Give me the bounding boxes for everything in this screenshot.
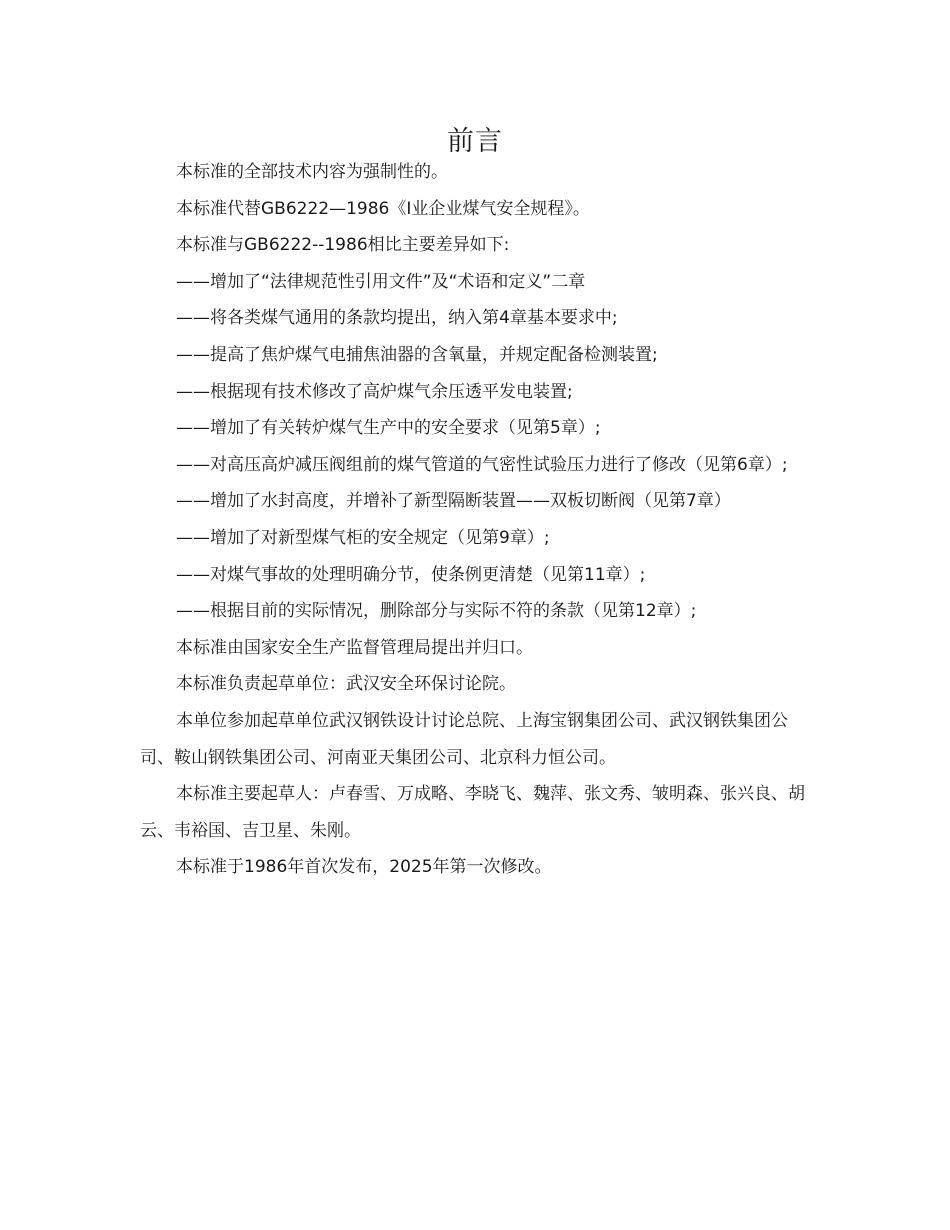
list-item-change: ——增加了对新型煤气柜的安全规定（见第9章）; <box>176 527 550 548</box>
paragraph-publication-history: 本标准于1986年首次发布，2025年第一次修改。 <box>176 857 552 878</box>
paragraph-drafting-unit: 本标准负责起草单位：武汉安全环保讨论院。 <box>176 674 516 695</box>
paragraph-participating-units: 本单位参加起草单位武汉钢铁设计讨论总院、上海宝钢集团公司、武汉钢铁集团公司、鞍山钢铁集团公司、河南亚天集团公司、北京科力恒公司。 <box>140 710 788 768</box>
list-item-change: ——增加了水封高度，并增补了新型隔断装置——双板切断阀（见第7章） <box>176 491 731 512</box>
list-item-change: ——对煤气事故的处理明确分节，使条例更清楚（见第11章）; <box>176 564 646 585</box>
paragraph-mandatory: 本标准的全部技术内容为强制性的。 <box>176 162 448 182</box>
list-item-change: ——提高了焦炉煤气电捕焦油器的含氧量，并规定配备检测装置; <box>176 344 658 365</box>
list-item-change: ——增加了“法律规范性引用文件”及“术语和定义”二章 <box>176 271 586 292</box>
paragraph-differences: 本标准与GB6222--1986相比主要差异如下: <box>176 235 510 256</box>
page-title: 前言 <box>447 126 503 157</box>
list-item-change: ——根据目前的实际情况，删除部分与实际不符的条款（见第12章）; <box>176 601 697 622</box>
paragraph-replaces: 本标准代替GB6222—1986《I业企业煤气安全规程》。 <box>176 198 590 219</box>
list-item-change: ——增加了有关转炉煤气生产中的安全要求（见第5章）; <box>176 418 601 439</box>
list-item-change: ——将各类煤气通用的条款均提出，纳入第4章基本要求中; <box>176 308 618 329</box>
list-item-change: ——对高压高炉减压阀组前的煤气管道的气密性试验压力进行了修改（见第6章）; <box>176 454 788 475</box>
list-item-change: ——根据现有技术修改了高炉煤气余压透平发电装置; <box>176 381 573 402</box>
paragraph-drafters: 本标准主要起草人：卢春雪、万成略、李晓飞、魏萍、张文秀、皱明森、张兴良、胡云、韦裕国、吉卫星、朱刚。 <box>140 784 805 841</box>
document-body <box>140 154 812 886</box>
paragraph-proposer: 本标准由国家安全生产监督管理局提出并归口。 <box>176 637 533 658</box>
